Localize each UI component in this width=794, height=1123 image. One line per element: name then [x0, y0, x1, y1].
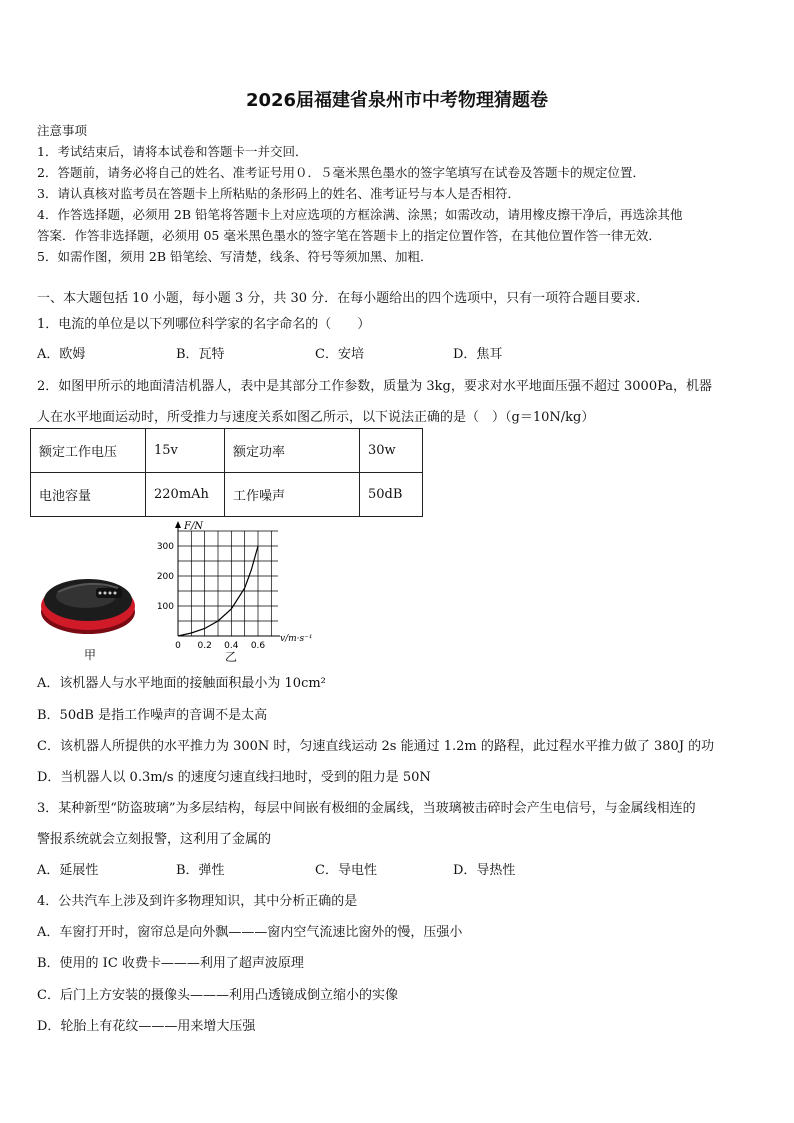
y-axis-arrow	[175, 521, 181, 528]
force-velocity-graph	[148, 518, 318, 664]
q2-option-d: D．当机器人以 0.3m/s 的速度匀速直线扫地时，受到的阻力是 50N	[37, 770, 431, 785]
y-tick-label: 300	[156, 542, 174, 552]
table-cell: 15v	[146, 429, 225, 473]
chart-ticks	[157, 542, 266, 651]
y-tick-label: 200	[156, 572, 174, 582]
q4-option-a: A．车窗打开时，窗帘总是向外飘———窗内空气流速比窗外的慢，压强小	[37, 925, 463, 940]
q1-stem: 1．电流的单位是以下列哪位科学家的名字命名的（ ）	[37, 317, 371, 332]
table-cell: 额定工作电压	[31, 429, 146, 473]
x-tick-label: 0.4	[224, 641, 239, 651]
notice-item: 答案．作答非选择题，必须用 05 毫米黑色墨水的签字笔在答题卡上的指定位置作答，在其他位置作答一律无效．	[37, 228, 661, 243]
robot-params-table	[30, 428, 423, 517]
table-cell: 220mAh	[146, 473, 225, 517]
table-cell: 50dB	[360, 473, 423, 517]
q2-option-b: B．50dB 是指工作噪声的音调不是太高	[37, 708, 268, 723]
y-axis-label: F/N	[184, 521, 204, 532]
table-cell: 工作噪声	[225, 473, 360, 517]
q2-stem-line2: 人在水平地面运动时，所受推力与速度关系如图乙所示，以下说法正确的是（ ）（g＝10N/kg）	[37, 410, 595, 425]
q1-option-b: B．瓦特	[176, 347, 225, 362]
q2-option-c: C．该机器人所提供的水平推力为 300N 时，匀速直线运动 2s 能通过 1.2m 的路程，此过程水平推力做了 380J 的功	[37, 739, 715, 754]
q2-option-a: A．该机器人与水平地面的接触面积最小为 10cm²	[37, 676, 326, 691]
q3-stem-line1: 3．某种新型“防盗玻璃”为多层结构，每层中间嵌有极细的金属线，当玻璃被击碎时会产生电信号，与金属线相连的	[37, 801, 696, 816]
x-tick-label: 0	[175, 641, 181, 651]
q4-option-c: C．后门上方安装的摄像头———利用凸透镜成倒立缩小的实像	[37, 988, 398, 1003]
q4-option-d: D．轮胎上有花纹———用来增大压强	[37, 1019, 256, 1034]
q4-option-b: B．使用的 IC 收费卡———利用了超声波原理	[37, 956, 304, 971]
figure-label-jia: 甲	[84, 648, 97, 662]
table-cell: 30w	[360, 429, 423, 473]
q1-option-d: D．焦耳	[453, 347, 503, 362]
section-heading: 一、本大题包括 10 小题，每小题 3 分，共 30 分．在每小题给出的四个选项中，只有一项符合题目要求．	[37, 291, 650, 306]
q4-stem: 4．公共汽车上涉及到许多物理知识，其中分析正确的是	[37, 894, 358, 909]
table-cell: 电池容量	[31, 473, 146, 517]
q3-option-d: D．导热性	[453, 863, 516, 878]
q1-option-a: A．欧姆	[37, 347, 86, 362]
q1-option-c: C．安培	[315, 347, 364, 362]
x-tick-label: 0.6	[250, 641, 266, 651]
table-row	[31, 429, 423, 473]
x-tick-label: 0.2	[197, 641, 212, 651]
table-row	[31, 473, 423, 517]
figure-label-yi: 乙	[225, 650, 238, 664]
notice-heading: 注意事项	[37, 123, 88, 138]
notice-item: 1．考试结束后，请将本试卷和答题卡一并交回．	[37, 144, 308, 159]
notice-item: 3．请认真核对监考员在答题卡上所粘贴的条形码上的姓名、准考证号与本人是否相符．	[37, 186, 520, 201]
cleaning-robot-image	[38, 560, 138, 640]
notice-item: 5．如需作图，须用 2B 铅笔绘、写清楚，线条、符号等须加黑、加粗．	[37, 249, 433, 264]
table-cell: 额定功率	[225, 429, 360, 473]
q2-stem-line1: 2．如图甲所示的地面清洁机器人，表中是其部分工作参数，质量为 3kg，要求对水平地面压强不超过 3000Pa，机器	[37, 379, 713, 394]
q3-option-a: A．延展性	[37, 863, 99, 878]
q3-option-b: B．弹性	[176, 863, 225, 878]
chart-grid	[178, 531, 278, 636]
x-axis-label: v/m·s⁻¹	[280, 634, 313, 644]
q3-option-c: C．导电性	[315, 863, 377, 878]
q3-stem-line2: 警报系统就会立刻报警，这利用了金属的	[37, 832, 272, 847]
notice-item: 2．答题前，请务必将自己的姓名、准考证号用０．５毫米黑色墨水的签字笔填写在试卷及答题卡的规定位置．	[37, 165, 645, 180]
page-title: 2026届福建省泉州市中考物理猜题卷	[245, 90, 549, 111]
notice-item: 4．作答选择题，必须用 2B 铅笔将答题卡上对应选项的方框涂满、涂黑；如需改动，请用橡皮擦干净后，再选涂其他	[37, 207, 683, 222]
y-tick-label: 100	[156, 602, 174, 612]
